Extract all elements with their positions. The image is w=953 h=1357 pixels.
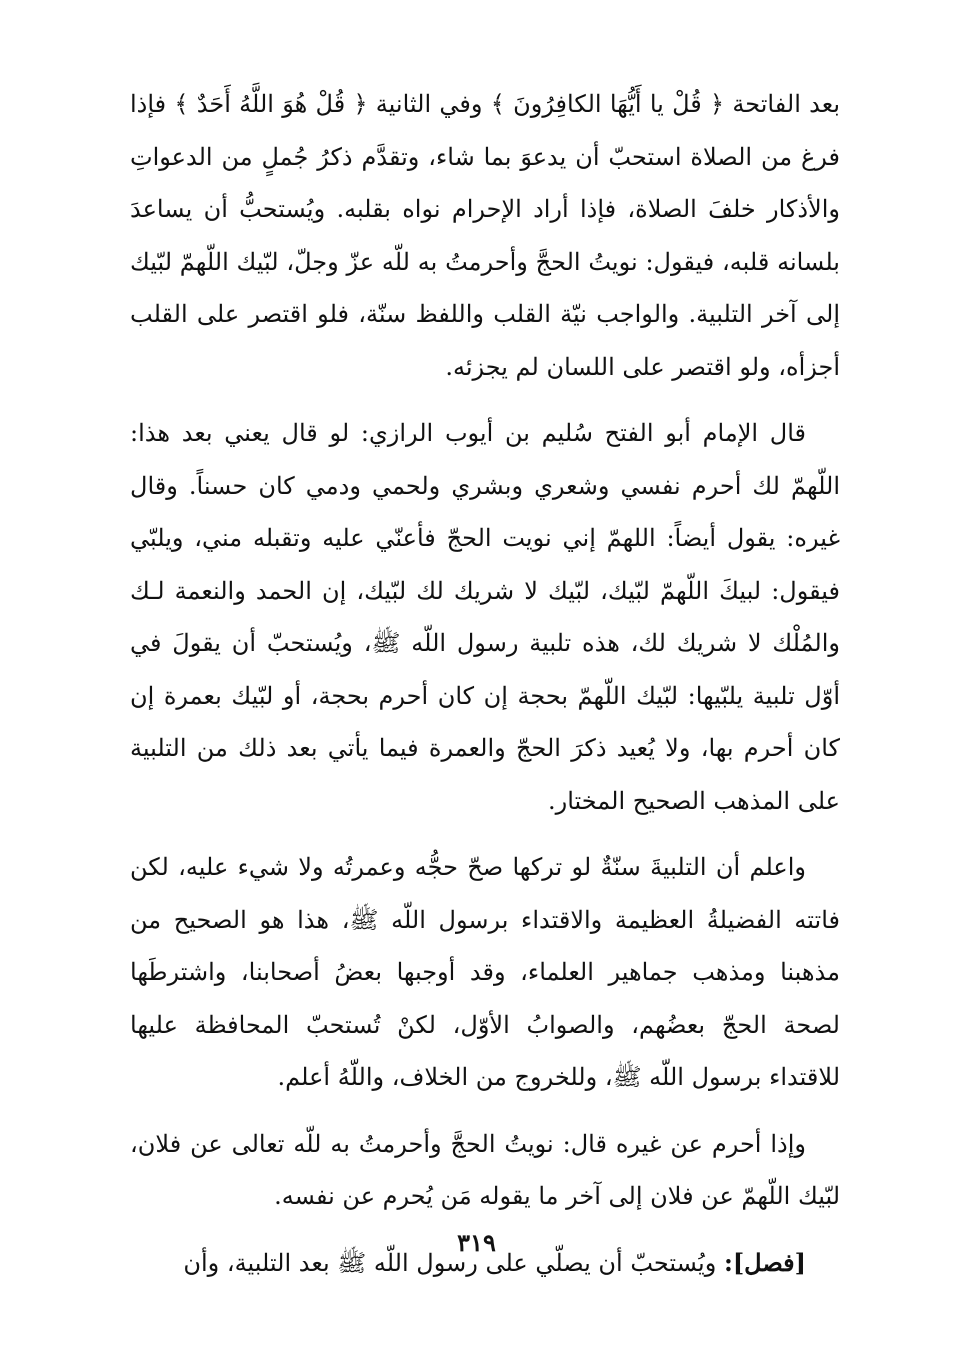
fasl-text: ويُستحبّ أن يصلّي على رسول اللّه ﷺ بعد التلبية، وأن xyxy=(183,1248,724,1277)
fasl-label: [فصل]: xyxy=(723,1247,806,1277)
paragraph-3: واعلم أن التلبيةَ سنّةٌ لو تركها صحّ حجُّه وعمرتُه ولا شيء عليه، لكن فاتته الفضيلةُ العظيمة والاقتداء برسول اللّه ﷺ، هذا هو الصحيح من مذهبنا ومذهب جماهير العلماء، وقد أوجبها بعضُ أصحابنا، واشترطَها لصحة الحجّ بعضُهم، والصوابُ الأوّل، لكنْ تُستحبّ المحافظة عليها للاقتداء برسول اللّه ﷺ، وللخروج من الخلاف، واللّهُ أعلم. xyxy=(130,853,840,1091)
paragraph-2: قال الإمام أبو الفتح سُليم بن أيوب الرازي: لو قال يعني بعد هذا: اللّهمّ لك أحرم نفسي وشعري وبشري ولحمي ودمي كان حسناً. وقال غيره: يقول أيضاً: اللهمّ إني نويت الحجّ فأعنّي عليه وتقبله مني، ويلبّي فيقول: لبيكَ اللّهمّ لبّيك، لبّيك لا شريك لك لبّيك، إن الحمد والنعمة لـك والمُلْك لا شريك لك، هذه تلبية رسول اللّه ﷺ، ويُستحبّ أن يقولَ في أوّل تلبية يلبّيها: لبّيك اللّهمّ بحجة إن كان أحرم بحجة، أو لبّيك بعمرة إن كان أحرم بها، ولا يُعيد ذكرَ الحجّ والعمرة فيما يأتي بعد ذلك من التلبية على المذهب الصحيح المختار. xyxy=(130,419,841,815)
page-body xyxy=(130,78,840,1289)
paragraph-4: وإذا أحرم عن غيره قال: نويتُ الحجَّ وأحرمتُ به للّه تعالى عن فلان، لبّيك اللّهمّ عن فلان إلى آخر ما يقوله مَن يُحرم عن نفسه. xyxy=(130,1129,840,1210)
page-number: ٣١٩ xyxy=(457,1228,496,1257)
paragraph-1: بعد الفاتحة ﴿ قُلْ يا أَيُّهَا الكافِرُونَ ﴾ وفي الثانية ﴿ قُلْ هُوَ اللَّهُ أَحَدٌ ﴾ فإذا فرغ من الصلاة استحبّ أن يدعوَ بما شاء، وتقدَّم ذكرُ جُملٍ من الدعواتِ والأذكار خلفَ الصلاة، فإذا أراد الإحرام نواه بقلبه. ويُستحبُّ أن يساعدَ بلسانه قلبه، فيقول: نويتُ الحجَّ وأحرمتُ به للّه عزّ وجلّ، لبّيك اللّهمّ لبّيك إلى آخر التلبية. والواجب نيّة القلب واللفظ سنّة، فلو اقتصر على القلب أجزأه، ولو اقتصر على اللسان لم يجزئه. xyxy=(130,90,840,381)
